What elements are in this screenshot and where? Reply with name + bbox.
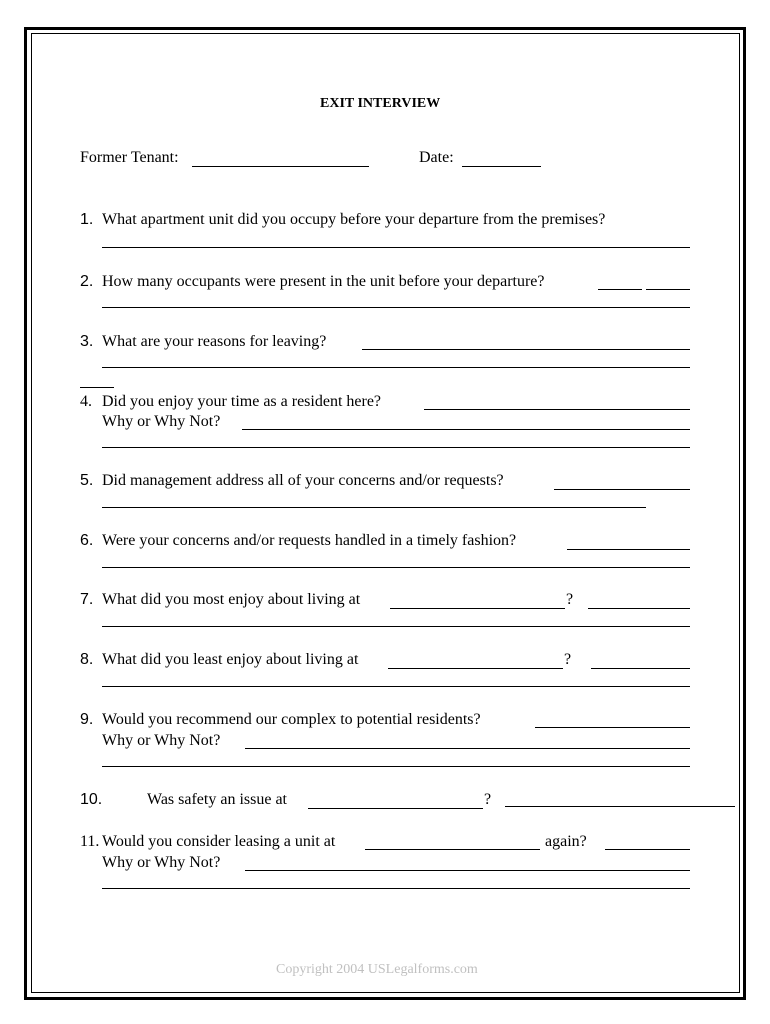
question-6-text: Were your concerns and/or requests handled in a timely fashion? (102, 532, 517, 549)
question-7-text: What did you most enjoy about living at (102, 591, 361, 608)
question-2-answer-short-2[interactable] (646, 289, 690, 290)
question-2-answer-line[interactable] (102, 307, 690, 308)
question-4-text: Did you enjoy your time as a resident here? (102, 393, 382, 410)
question-8-answer-line[interactable] (102, 686, 690, 687)
question-8-question-mark: ? (564, 651, 572, 668)
question-11-why-label: Why or Why Not? (102, 854, 221, 871)
question-1-text: What apartment unit did you occupy before your departure from the premises? (102, 211, 606, 228)
question-10-text: Was safety an issue at (147, 791, 287, 808)
question-9-answer-inline[interactable] (535, 727, 690, 728)
question-5-text: Did management address all of your concerns and/or requests? (102, 472, 504, 489)
question-3-answer-tail[interactable] (80, 387, 114, 388)
question-6-answer-line[interactable] (102, 567, 690, 568)
question-5-number: 5. (80, 472, 94, 489)
question-11-answer-inline[interactable] (605, 849, 690, 850)
question-10-answer-inline[interactable] (505, 806, 735, 807)
question-7-number: 7. (80, 591, 94, 608)
question-7-place-field[interactable] (390, 608, 565, 609)
question-8-place-field[interactable] (388, 668, 563, 669)
question-11-again-text: again? (545, 833, 587, 850)
question-5-answer-inline[interactable] (554, 489, 690, 490)
question-4-answer-line[interactable] (102, 447, 690, 448)
question-9-text: Would you recommend our complex to potential residents? (102, 711, 481, 728)
date-field[interactable] (462, 166, 541, 167)
question-2-text: How many occupants were present in the unit before your departure? (102, 273, 545, 290)
question-3-text: What are your reasons for leaving? (102, 333, 327, 350)
question-8-answer-inline[interactable] (591, 668, 690, 669)
document-title: EXIT INTERVIEW (320, 96, 441, 111)
question-4-why-label: Why or Why Not? (102, 413, 221, 430)
question-3-number: 3. (80, 333, 94, 350)
question-7-question-mark: ? (566, 591, 574, 608)
question-4-answer-inline[interactable] (424, 409, 690, 410)
question-3-answer-inline[interactable] (362, 349, 690, 350)
question-11-text: Would you consider leasing a unit at (102, 833, 336, 850)
question-11-why-field[interactable] (245, 870, 690, 871)
question-4-number: 4. (80, 393, 92, 410)
question-6-answer-inline[interactable] (567, 549, 690, 550)
question-3-answer-line[interactable] (102, 367, 690, 368)
question-10-place-field[interactable] (308, 808, 483, 809)
copyright-footer: Copyright 2004 USLegalforms.com (276, 962, 478, 977)
question-7-answer-line[interactable] (102, 626, 690, 627)
question-8-text: What did you least enjoy about living at (102, 651, 359, 668)
question-1-number: 1. (80, 211, 94, 228)
question-7-answer-inline[interactable] (588, 608, 690, 609)
former-tenant-field[interactable] (192, 166, 369, 167)
question-11-place-field[interactable] (365, 849, 540, 850)
date-label: Date: (419, 149, 454, 166)
question-10-number: 10. (80, 791, 103, 808)
question-6-number: 6. (80, 532, 94, 549)
question-9-why-label: Why or Why Not? (102, 732, 221, 749)
question-9-number: 9. (80, 711, 94, 728)
question-5-answer-line[interactable] (102, 507, 646, 508)
question-4-why-field[interactable] (242, 429, 690, 430)
question-8-number: 8. (80, 651, 94, 668)
question-11-answer-line[interactable] (102, 888, 690, 889)
question-9-answer-line[interactable] (102, 766, 690, 767)
question-2-answer-short-1[interactable] (598, 289, 642, 290)
question-2-number: 2. (80, 273, 94, 290)
question-9-why-field[interactable] (245, 748, 690, 749)
question-1-answer-line[interactable] (102, 247, 690, 248)
question-11-number: 11. (80, 833, 100, 850)
question-10-question-mark: ? (484, 791, 492, 808)
former-tenant-label: Former Tenant: (80, 149, 179, 166)
